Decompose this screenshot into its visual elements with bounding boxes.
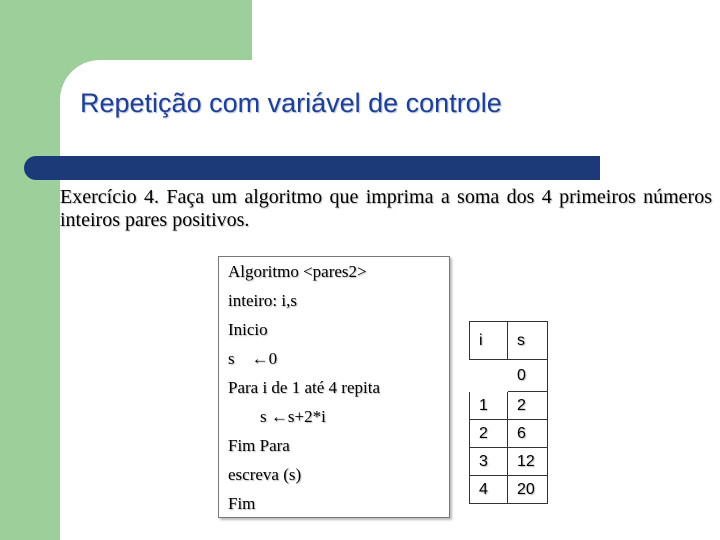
algorithm-box: [218, 256, 450, 518]
cell-s: 2: [508, 392, 548, 420]
cell-i: 3: [470, 448, 508, 476]
title-underline-bar: [24, 156, 600, 180]
top-decorative-band: [60, 0, 252, 60]
left-decorative-band: [0, 0, 60, 540]
trace-table: [469, 321, 548, 504]
slide-title: Repetição com variável de controle: [80, 88, 502, 118]
algorithm-line: Inicio: [228, 320, 268, 339]
algorithm-line: Fim: [228, 494, 256, 513]
algorithm-line: s ←0: [228, 349, 278, 368]
trace-header-row: [470, 322, 548, 360]
algorithm-line: escreva (s): [228, 465, 302, 484]
initial-s-cell: 0: [508, 360, 548, 392]
initial-i-cell: [470, 360, 508, 392]
table-row: [470, 448, 548, 476]
exercise-statement: Exercício 4. Faça um algoritmo que imprima a soma dos 4 primeiros números inteiros pares positivos.: [60, 186, 712, 231]
cell-i: 4: [470, 476, 508, 504]
cell-s: 12: [508, 448, 548, 476]
table-row: [470, 420, 548, 448]
algorithm-line: inteiro: i,s: [228, 291, 297, 310]
table-row: [470, 476, 548, 504]
algorithm-line: s ←s+2*i: [260, 407, 326, 426]
algorithm-line: Algoritmo <pares2>: [228, 262, 367, 281]
algorithm-line: Fim Para: [228, 436, 290, 455]
header-i: i: [470, 322, 508, 360]
algorithm-line: Para i de 1 até 4 repita: [228, 378, 380, 397]
cell-s: 20: [508, 476, 548, 504]
header-s: s: [508, 322, 548, 360]
table-row: [470, 392, 548, 420]
cell-i: 2: [470, 420, 508, 448]
trace-initial-row: [470, 360, 548, 392]
cell-s: 6: [508, 420, 548, 448]
cell-i: 1: [470, 392, 508, 420]
